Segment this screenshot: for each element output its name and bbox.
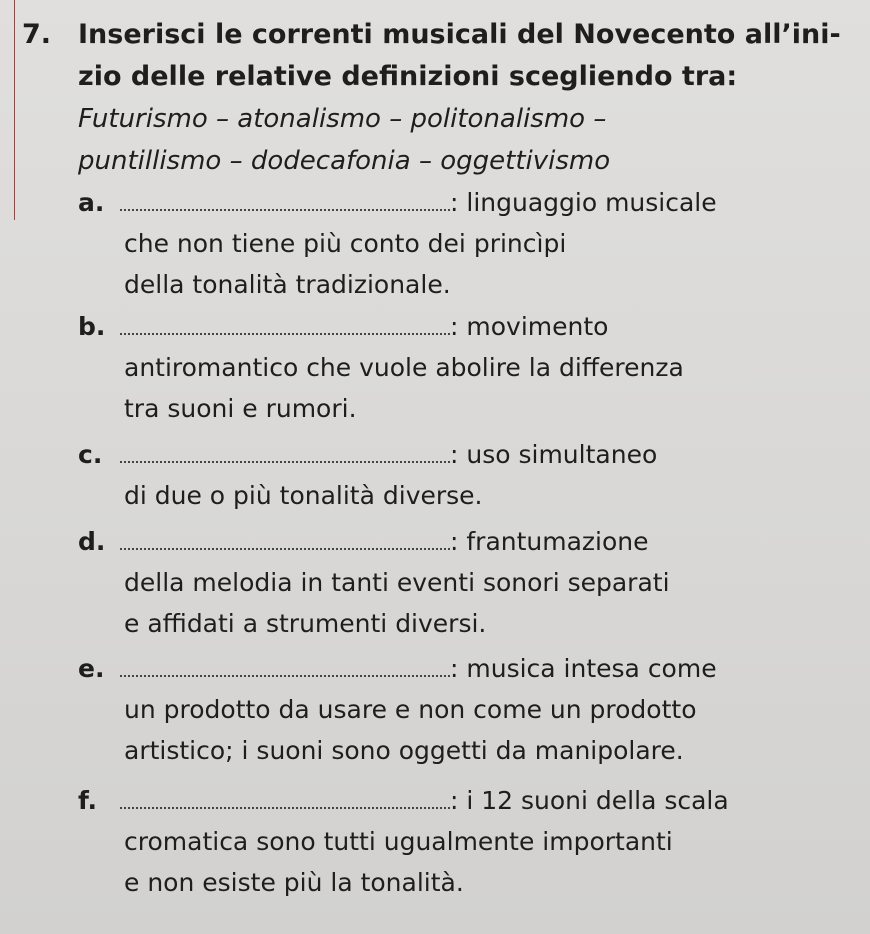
item-first-line: : frantumazione [450, 527, 649, 556]
answer-blank[interactable] [120, 657, 450, 677]
answer-blank[interactable] [120, 789, 450, 809]
item-e [78, 648, 778, 771]
exercise-header [22, 14, 842, 98]
item-f [78, 780, 778, 903]
item-letter: b. [78, 312, 106, 341]
exercise-title-line2: zio delle relative definizioni scegliendo tra: [78, 61, 738, 92]
item-first-line: : movimento [450, 312, 609, 341]
item-letter: c. [78, 440, 103, 469]
item-first-line: : musica intesa come [450, 654, 717, 683]
item-line: tra suoni e rumori. [124, 394, 357, 423]
exercise-title-line1: Inserisci le correnti musicali del Novecento all’ini- [78, 19, 841, 50]
item-letter: d. [78, 527, 106, 556]
item-line: di due o più tonalità diverse. [124, 481, 483, 510]
exercise-number: 7. [22, 19, 52, 50]
answer-blank[interactable] [120, 191, 450, 211]
item-line: artistico; i suoni sono oggetti da manipolare. [124, 736, 684, 765]
options-line1: Futurismo – atonalismo – politonalismo – [78, 104, 607, 134]
item-d [78, 521, 778, 644]
item-c [78, 434, 778, 516]
answer-blank[interactable] [120, 443, 450, 463]
answer-blank[interactable] [120, 530, 450, 550]
margin-line [0, 0, 15, 220]
item-line: antiromantico che vuole abolire la differenza [124, 353, 684, 382]
item-line: della tonalità tradizionale. [124, 270, 451, 299]
item-line: cromatica sono tutti ugualmente importanti [124, 827, 673, 856]
options-line2: puntillismo – dodecafonia – oggettivismo [78, 146, 611, 176]
item-letter: a. [78, 188, 105, 217]
item-a [78, 182, 778, 305]
item-line: della melodia in tanti eventi sonori separati [124, 568, 670, 597]
item-line: e affidati a strumenti diversi. [124, 609, 487, 638]
item-first-line: : linguaggio musicale [450, 188, 717, 217]
item-line: un prodotto da usare e non come un prodotto [124, 695, 697, 724]
item-line: e non esiste più la tonalità. [124, 868, 464, 897]
item-letter: f. [78, 786, 98, 815]
item-first-line: : i 12 suoni della scala [450, 786, 729, 815]
item-letter: e. [78, 654, 105, 683]
answer-blank[interactable] [120, 315, 450, 335]
item-line: che non tiene più conto dei princìpi [124, 229, 567, 258]
item-b [78, 306, 778, 429]
item-first-line: : uso simultaneo [450, 440, 658, 469]
options-list [78, 98, 838, 182]
